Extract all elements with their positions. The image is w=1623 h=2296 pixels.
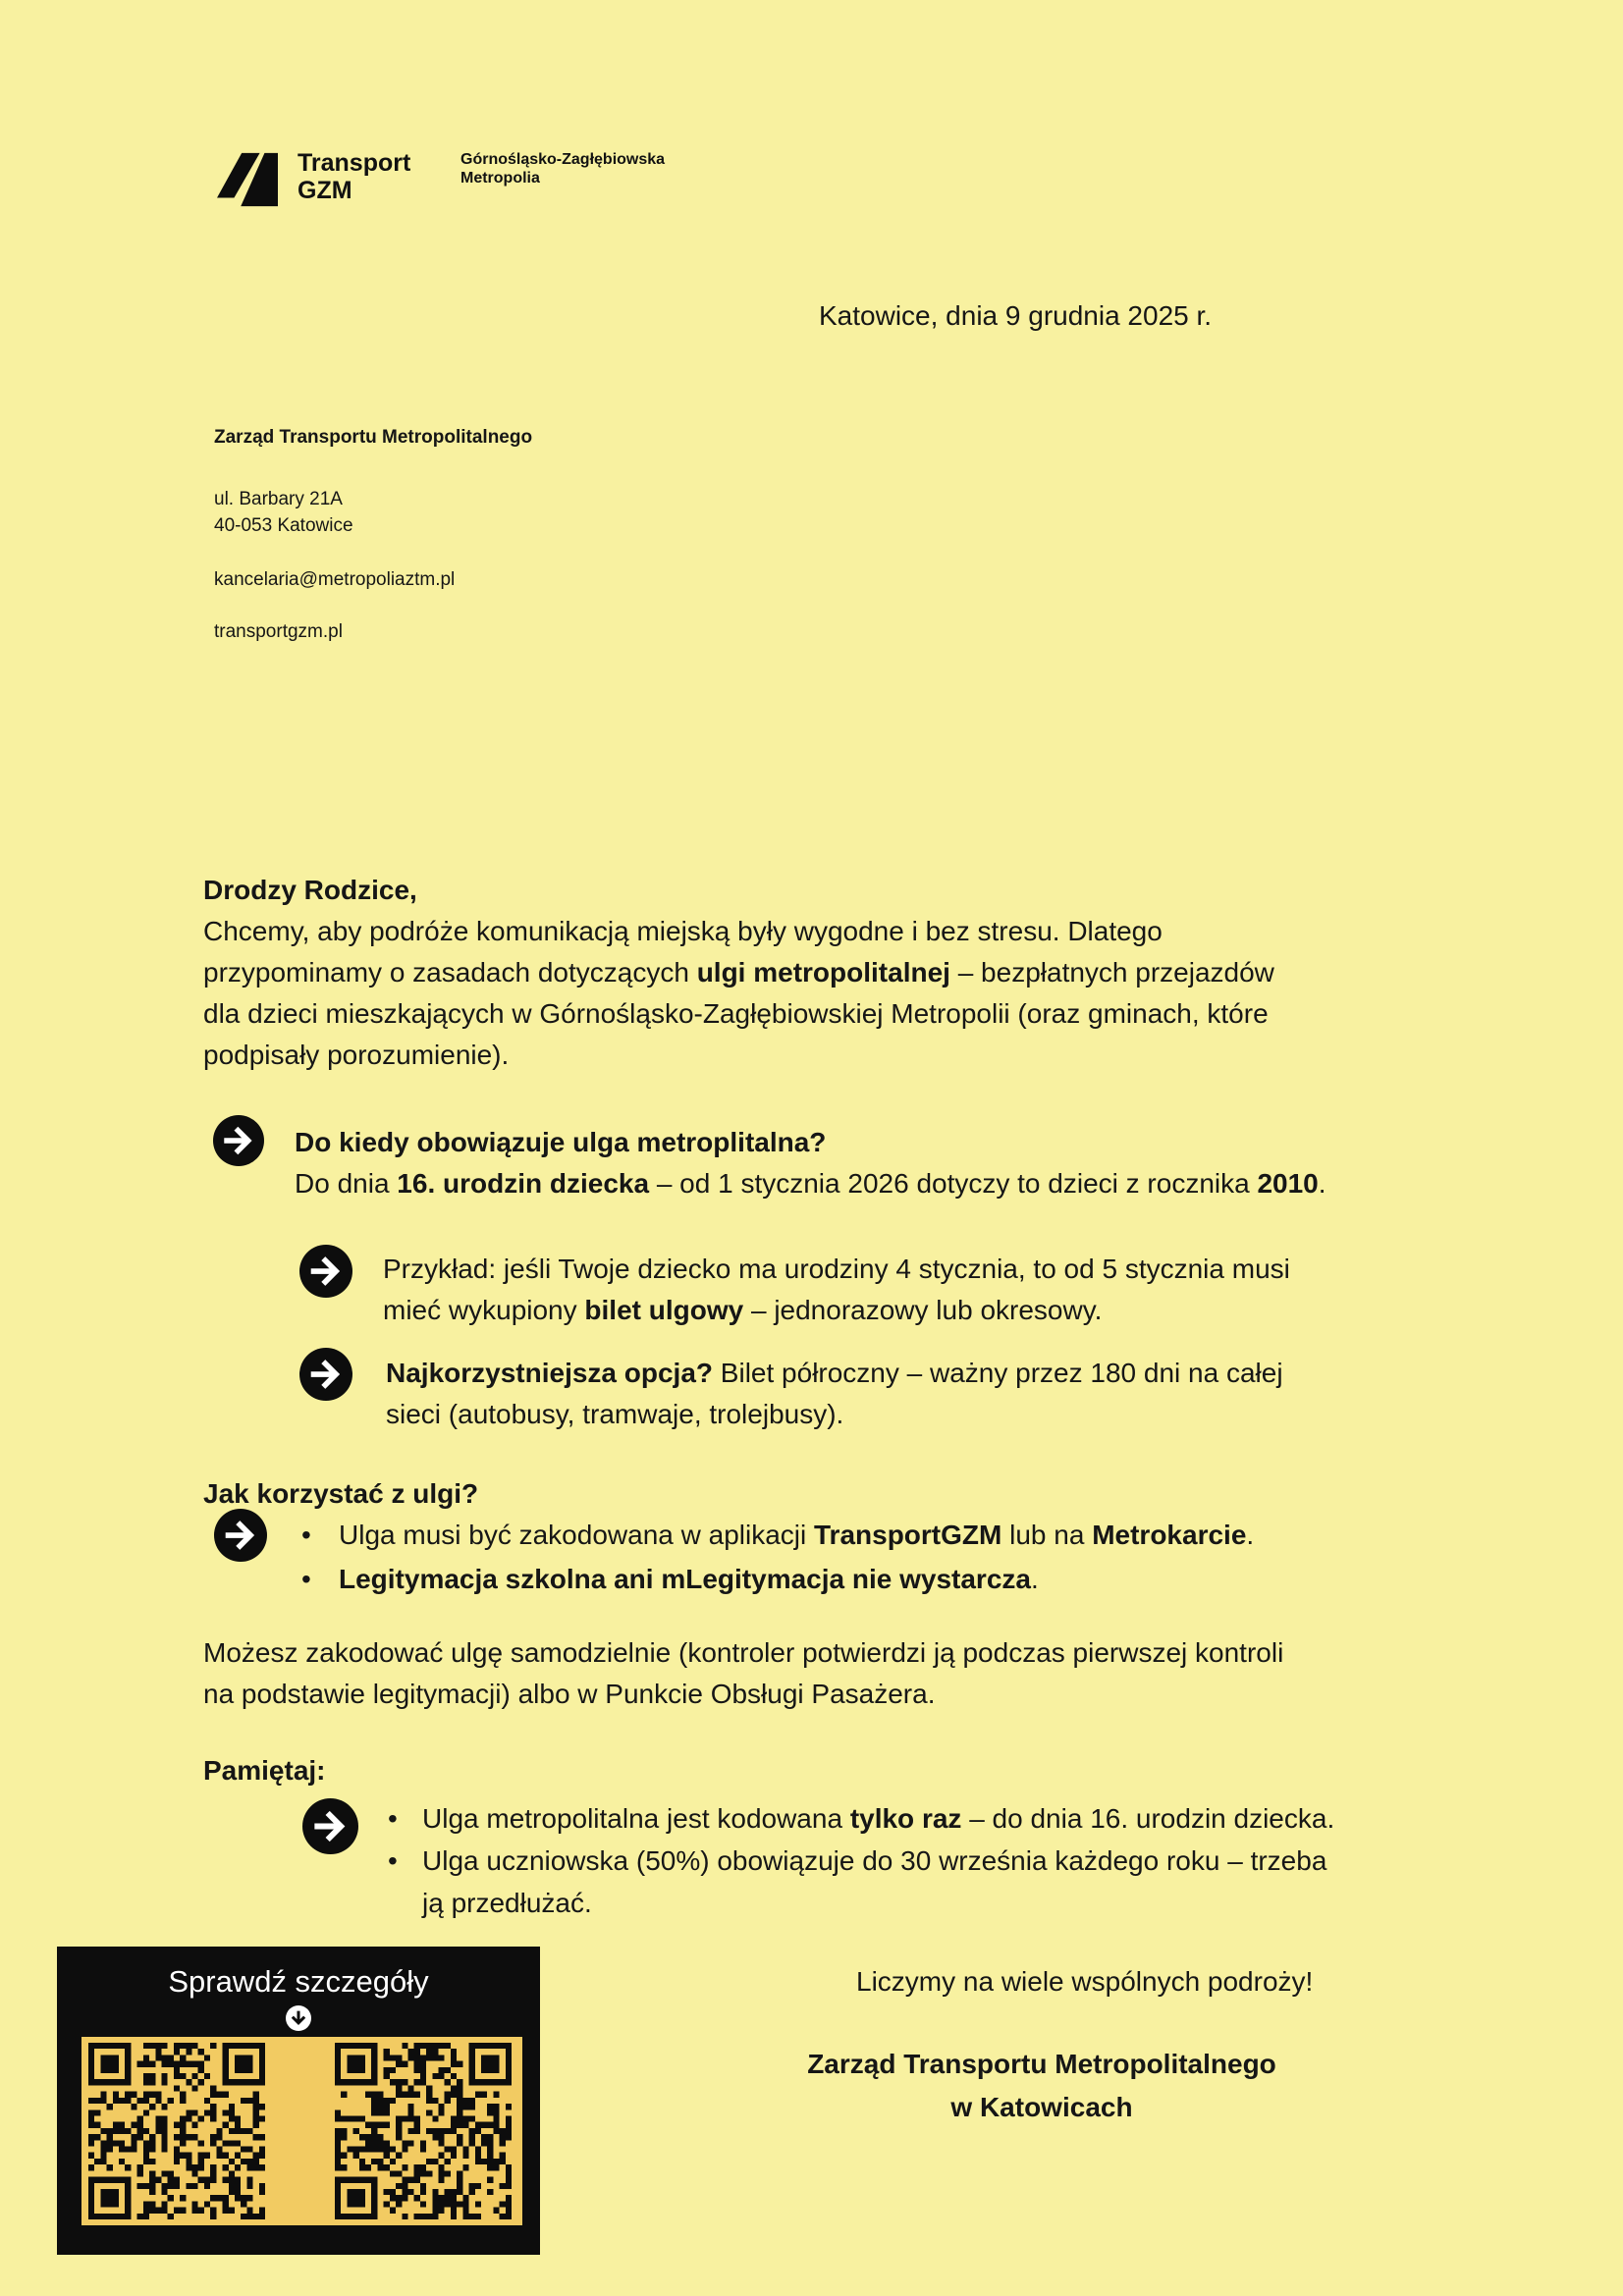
qr-code-right <box>335 2043 512 2219</box>
bullet-dot: • <box>301 1564 311 1594</box>
sender-street: ul. Barbary 21A <box>214 489 343 509</box>
bullet-item <box>301 1513 1254 1557</box>
intro-paragraph: Chcemy, aby podróże komunikacją miejską były wygodne i bez stresu. Dlatego przypominamy o zasadach dotyczących ulgi metropolitalnej – bezpłatnych przejazdów dla dzieci mieszkających w Górnośląsko-Zagłębiowskiej Metropolii (oraz gminach, które podpisały porozumienie). <box>203 916 1274 1070</box>
signature-line2: w Katowicach <box>950 2092 1133 2122</box>
remember-list <box>388 1797 1334 1924</box>
signature-block <box>796 2043 1287 2129</box>
qr-code-left <box>88 2043 265 2219</box>
bullet-item <box>388 1797 1334 1840</box>
qr-panel <box>81 2037 522 2225</box>
how-to-heading: Jak korzystać z ulgi? <box>203 1478 479 1509</box>
best-option-note: Najkorzystniejsza opcja? Bilet półroczny – ważny przez 180 dni na całej sieci (autobusy, tramwaje, trolejbusy). <box>386 1358 1283 1429</box>
bullet-item <box>388 1840 1334 1924</box>
arrow-down-icon <box>286 2005 311 2031</box>
arrow-right-icon <box>214 1509 267 1562</box>
section-until-heading: Do kiedy obowiązuje ulga metroplitalna? <box>295 1127 827 1157</box>
brand-line2: GZM <box>298 177 352 204</box>
signature-line1: Zarząd Transportu Metropolitalnego <box>807 2049 1276 2079</box>
brand-name <box>298 149 410 204</box>
bullet-dot: • <box>301 1520 311 1550</box>
bullet-text: Ulga musi być zakodowana w aplikacji TransportGZM lub na Metrokarcie. <box>339 1520 1255 1550</box>
closing-thanks: Liczymy na wiele wspólnych podroży! <box>856 1966 1314 1997</box>
qr-banner <box>57 1947 540 2255</box>
sender-city: 40-053 Katowice <box>214 515 353 536</box>
org-line1: Górnośląsko-Zagłębiowska <box>460 151 666 168</box>
gzm-m-logo-icon <box>217 152 278 209</box>
bullet-item <box>301 1557 1254 1601</box>
section-until-text: Do dnia 16. urodzin dziecka – od 1 stycznia 2026 dotyczy to dzieci z rocznika 2010. <box>295 1168 1326 1199</box>
arrow-right-icon <box>302 1798 358 1854</box>
example-note: Przykład: jeśli Twoje dziecko ma urodziny 4 stycznia, to od 5 stycznia musi mieć wykupiony bilet ulgowy – jednorazowy lub okresowy. <box>383 1254 1290 1325</box>
date-line: Katowice, dnia 9 grudnia 2025 r. <box>819 300 1213 331</box>
sender-website: transportgzm.pl <box>214 621 343 642</box>
bullet-text: Ulga uczniowska (50%) obowiązuje do 30 września każdego roku – trzeba ją przedłużać. <box>422 1845 1327 1918</box>
brand-line1: Transport <box>298 149 411 177</box>
arrow-right-icon <box>299 1245 352 1298</box>
arrow-right-icon <box>299 1348 352 1401</box>
section-until <box>295 1122 1326 1204</box>
sender-block <box>214 424 532 645</box>
remember-heading: Pamiętaj: <box>203 1755 326 1786</box>
arrow-right-icon <box>213 1115 264 1166</box>
how-to-list <box>301 1513 1254 1601</box>
salutation: Drodzy Rodzice, <box>203 875 417 905</box>
qr-banner-label: Sprawdź szczegóły <box>168 1964 429 1999</box>
bullet-text: Ulga metropolitalna jest kodowana tylko raz – do dnia 16. urodzin dziecka. <box>422 1803 1335 1834</box>
org-line2: Metropolia <box>460 170 540 187</box>
self-coding-paragraph: Możesz zakodować ulgę samodzielnie (kontroler potwierdzi ją podczas pierwszej kontroli na podstawie legitymacji) albo w Punkcie Obsługi Pasażera. <box>203 1637 1284 1709</box>
bullet-text: Legitymacja szkolna ani mLegitymacja nie wystarcza. <box>339 1564 1039 1594</box>
sender-email: kancelaria@metropoliaztm.pl <box>214 569 456 590</box>
bullet-dot: • <box>388 1845 398 1876</box>
bullet-dot: • <box>388 1803 398 1834</box>
org-name <box>460 150 665 187</box>
sender-name: Zarząd Transportu Metropolitalnego <box>214 427 533 448</box>
